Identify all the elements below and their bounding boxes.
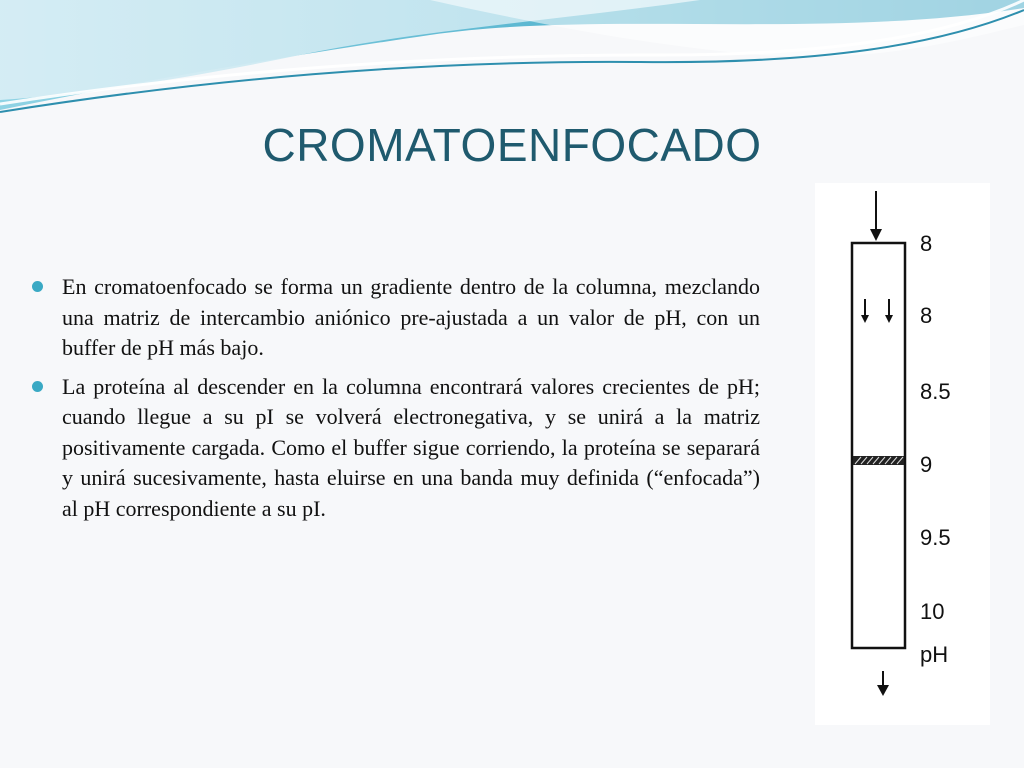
page-title: CROMATOENFOCADO: [262, 119, 762, 171]
list-item: [30, 272, 760, 364]
ph-axis-label: pH: [920, 642, 949, 667]
column-tube: [852, 243, 905, 648]
ph-label: 9: [920, 452, 933, 477]
outlet-arrow-icon: [877, 671, 889, 696]
wave-header-decoration: [0, 0, 1024, 120]
flow-arrows-icon: [861, 299, 893, 323]
ph-label: 10: [920, 599, 945, 624]
list-item: [30, 372, 760, 525]
ph-label: 9.5: [920, 525, 951, 550]
inlet-arrow-icon: [870, 191, 882, 241]
bullet-text: En cromatoenfocado se forma un gradiente dentro de la columna, mezclando una matriz de intercambio aniónico pre-ajustada a un valor de pH, con un buffer de pH más bajo.: [62, 274, 760, 360]
column-diagram: [815, 183, 990, 725]
ph-label: 8: [920, 303, 933, 328]
bullet-dot-icon: [32, 381, 43, 392]
bullet-dot-icon: [32, 281, 43, 292]
bullet-list: [30, 272, 760, 532]
bullet-text: La proteína al descender en la columna encontrará valores crecientes de pH; cuando llegue a su pI se volverá electronegativa, y se unirá a la matriz positivamente cargada. Como el buffer sigue corriendo, la proteína se separará y unirá sucesivamente, hasta eluirse en una banda muy definida (“enfocada”) al pH correspondiente a su pI.: [62, 373, 760, 521]
ph-label: 8: [920, 231, 933, 256]
ph-label: 8.5: [920, 379, 951, 404]
protein-band: [853, 456, 904, 465]
